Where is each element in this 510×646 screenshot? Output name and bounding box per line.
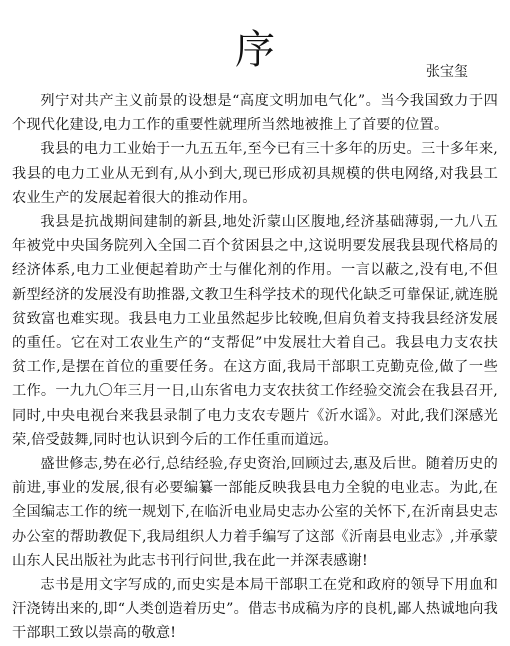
document-body [12, 89, 498, 646]
document-title: 序 [235, 26, 275, 73]
paragraph: 我县是抗战期间建制的新县,地处沂蒙山区腹地,经济基础薄弱,一九八五年被党中央国务院列入全国二百个贫困县之中,这说明要发展我县现代格局的经济体系,电力工业便起着助产士与催化剂的作用。一言以蔽之,没有电,不但新型经济的发展没有助推器,文教卫生科学技术的现代化缺乏可靠保证,就连脱贫致富也难实现。我县电力工业虽然起步比较晚,但肩负着支持我县经济发展的重任。它在对工农业生产的“支帮促”中发展壮大着自己。我县电力支农扶贫工作,是摆在首位的重要任务。在这方面,我局干部职工克勤克俭,做了一些工作。一九九〇年三月一日,山东省电力支农扶贫工作经验交流会在我县召开,同时,中央电视台来我县录制了电力支农专题片《沂水谣》。对此,我们深感光荣,倍受鼓舞,同时也认识到今后的工作任重而道远。 [12, 214, 498, 448]
paragraph: 志书是用文字写成的,而史实是本局干部职工在党和政府的领导下用血和汗浇铸出来的,即“人类创造着历史”。借志书成稿为序的良机,鄙人热诚地向我干部职工致以崇高的敬意! [12, 577, 498, 642]
paragraph: 我县的电力工业始于一九五五年,至今已有三十多年的历史。三十多年来,我县的电力工业从无到有,从小到大,现已形成初具规模的供电网络,对我县工农业生产的发展起着很大的推动作用。 [12, 141, 498, 206]
paragraph: 盛世修志,势在必行,总结经验,存史资治,回顾过去,惠及后世。随着历史的前进,事业的发展,很有必要编纂一部能反映我县电力全貌的电业志。为此,在全国编志工作的统一规划下,在临沂电业局史志办公室的关怀下,在沂南县史志办公室的帮助教促下,我局组织人力着手编写了这部《沂南县电业志》,并承蒙山东人民出版社为此志书刊行问世,我在此一并深表感谢! [12, 456, 498, 569]
paragraph: 列宁对共产主义前景的设想是“高度文明加电气化”。当今我国致力于四个现代化建设,电力工作的重要性就理所当然地被推上了首要的位置。 [12, 93, 498, 134]
author-name: 张宝玺 [426, 64, 468, 80]
